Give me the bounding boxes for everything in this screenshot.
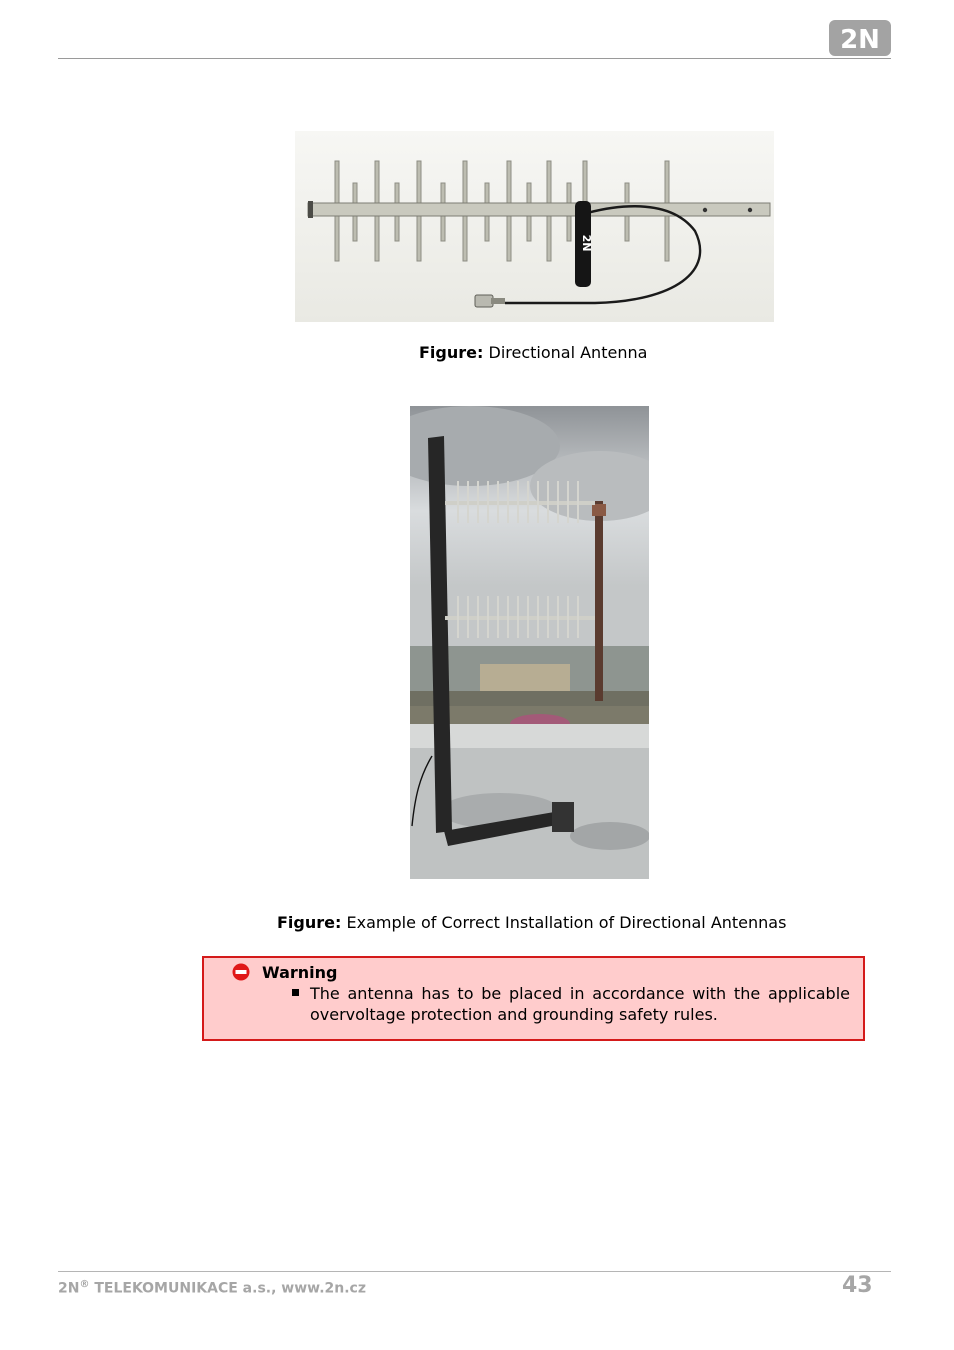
antenna-element [527, 596, 529, 638]
antenna-element [507, 481, 509, 523]
logo-text: 2N [840, 25, 880, 55]
antenna-element [567, 481, 569, 523]
antenna-element [577, 596, 579, 638]
footer-brand: 2N [58, 1280, 80, 1297]
figure-caption-directional-antenna [419, 343, 647, 362]
antenna-element [517, 481, 519, 523]
footer-company [58, 1279, 366, 1297]
antenna-element [527, 481, 529, 523]
antenna-element [557, 481, 559, 523]
antenna-device-label: 2N [580, 234, 593, 252]
warning-text: The antenna has to be placed in accordance with the applicable overvoltage protection and grounding safety rules. [310, 984, 850, 1024]
antenna-element [477, 481, 479, 523]
caption-label: Figure: [277, 913, 342, 932]
antenna-element [537, 481, 539, 523]
antenna-element [487, 596, 489, 638]
antenna-element [497, 481, 499, 523]
caption-label: Figure: [419, 343, 484, 362]
antenna-element [567, 596, 569, 638]
brand-logo [829, 20, 891, 56]
antenna-element [487, 481, 489, 523]
antenna-element [467, 481, 469, 523]
antenna-element [477, 596, 479, 638]
antenna-element [537, 596, 539, 638]
antenna-element [457, 596, 459, 638]
antenna-installation-photo [410, 406, 649, 879]
antenna-element [497, 596, 499, 638]
caption-text: Example of Correct Installation of Directional Antennas [341, 913, 787, 932]
antenna-element [557, 596, 559, 638]
antenna-element [507, 596, 509, 638]
bullet-icon [292, 989, 299, 996]
warning-box [202, 956, 865, 1041]
no-entry-icon [232, 963, 250, 981]
footer-company-text: TELEKOMUNIKACE a.s., www.2n.cz [89, 1280, 366, 1297]
warning-title: Warning [262, 963, 338, 982]
page-number: 43 [842, 1273, 873, 1298]
registered-mark: ® [79, 1279, 90, 1290]
directional-antenna-photo [295, 131, 774, 322]
antenna-element [457, 481, 459, 523]
antenna-element [467, 596, 469, 638]
footer-divider [58, 1271, 891, 1272]
antenna-element [517, 596, 519, 638]
antenna-element [547, 481, 549, 523]
antenna-element [547, 596, 549, 638]
antenna-element [577, 481, 579, 523]
caption-text: Directional Antenna [483, 343, 648, 362]
figure-caption-installation-example [277, 913, 786, 932]
header-divider [58, 58, 891, 59]
